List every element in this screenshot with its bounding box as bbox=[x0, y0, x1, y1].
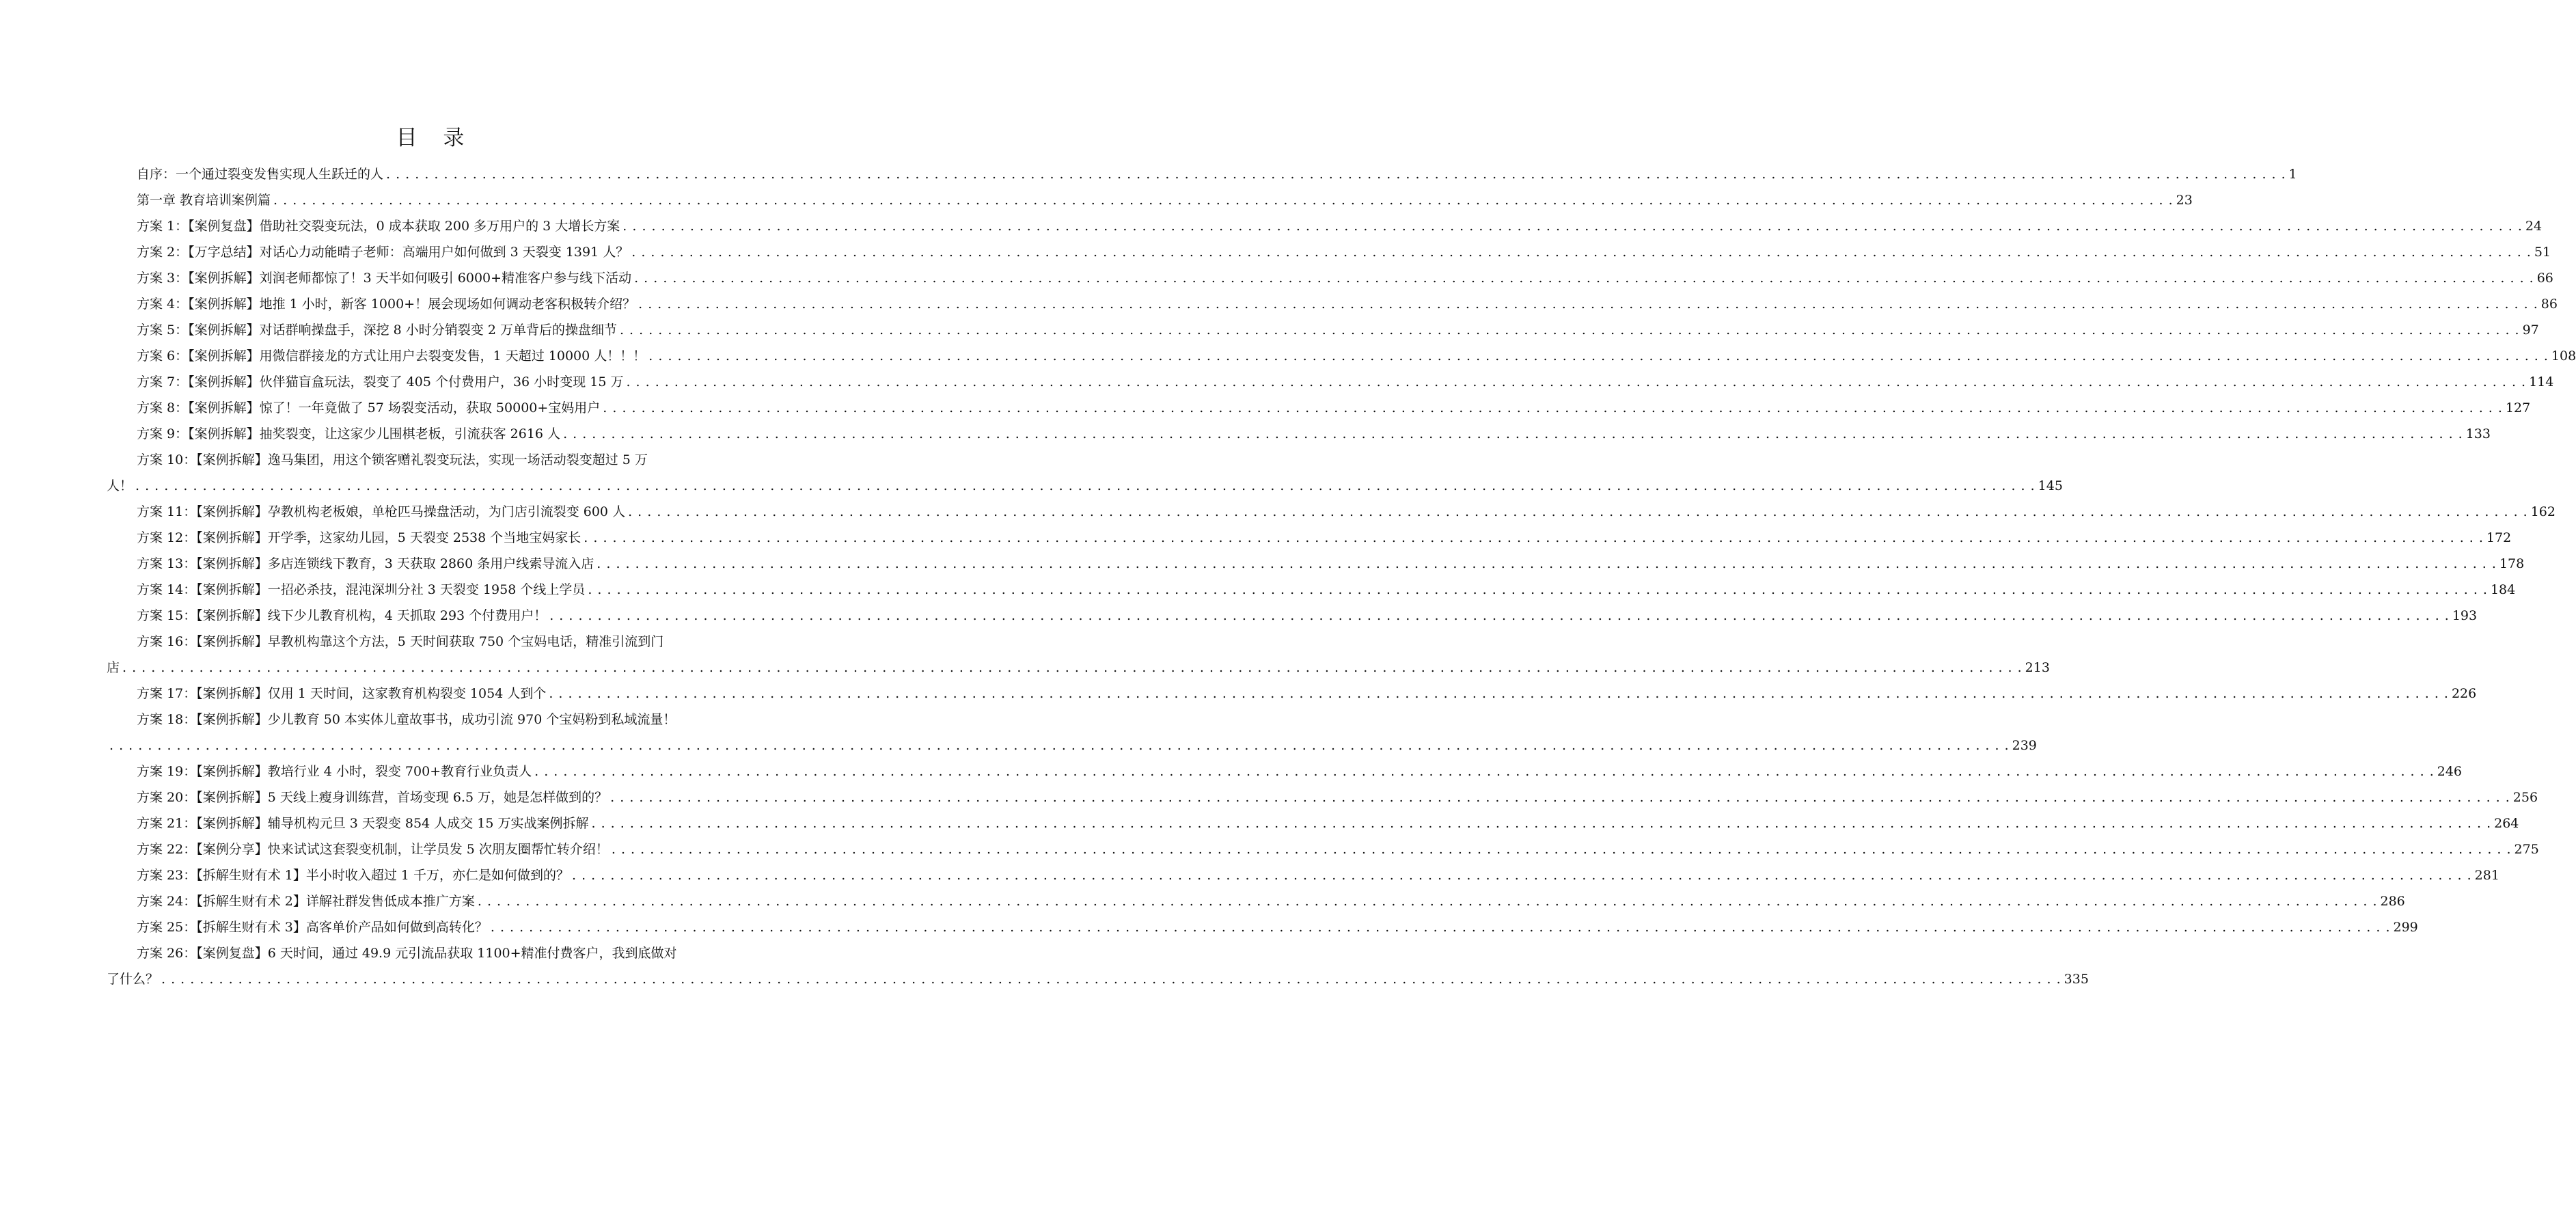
toc-entry[interactable] bbox=[137, 190, 2193, 210]
toc-entry-text: 方案 11：【案例拆解】孕教机构老板娘，单枪匹马操盘活动，为门店引流裂变 600 人 bbox=[137, 504, 626, 519]
dot-leader bbox=[478, 891, 2378, 912]
page-number: 66 bbox=[2536, 271, 2553, 286]
page-number: 1 bbox=[2288, 167, 2297, 182]
toc-entry-text: 第一章 教育培训案例篇 bbox=[137, 193, 271, 208]
toc-entry-continuation: 店 bbox=[107, 660, 120, 675]
page-number: 114 bbox=[2529, 374, 2554, 390]
dot-leader bbox=[612, 839, 2512, 860]
toc-entry[interactable] bbox=[137, 865, 2499, 886]
toc-entry[interactable] bbox=[107, 735, 2037, 756]
toc-entry-text: 方案 5：【案例拆解】对话群响操盘手，深挖 8 小时分销裂变 2 万单背后的操盘细节 bbox=[137, 323, 617, 338]
toc-entry[interactable] bbox=[137, 605, 2478, 626]
dot-leader bbox=[491, 917, 2391, 938]
dot-leader bbox=[648, 346, 2549, 366]
toc-entry[interactable] bbox=[137, 164, 2297, 184]
toc-entry[interactable] bbox=[137, 320, 2539, 340]
dot-leader bbox=[634, 268, 2534, 288]
page-number: 213 bbox=[2025, 660, 2050, 675]
toc-entry-text: 方案 14：【案例拆解】一招必杀技，混沌深圳分社 3 天裂变 1958 个线上学员 bbox=[137, 582, 586, 597]
toc-entry[interactable] bbox=[137, 346, 2576, 366]
toc-entry-text: 方案 1：【案例复盘】借助社交裂变玩法，0 成本获取 200 多万用户的 3 大增长方案 bbox=[137, 219, 620, 234]
toc-entry[interactable] bbox=[137, 398, 2531, 418]
toc-entry-text: 方案 23：【拆解生财有术 1】半小时收入超过 1 千万，亦仁是如何做到的？ bbox=[137, 868, 570, 883]
page-number: 86 bbox=[2540, 297, 2558, 312]
page-number: 193 bbox=[2452, 608, 2478, 623]
dot-leader bbox=[563, 424, 2463, 444]
dot-leader bbox=[109, 735, 2010, 756]
toc-entry-text: 方案 22：【案例分享】快来试试这套裂变机制，让学员发 5 次朋友圈帮忙转介绍！ bbox=[137, 842, 609, 857]
toc-entry[interactable] bbox=[137, 761, 2463, 782]
dot-leader bbox=[597, 554, 2497, 574]
toc-entry-text: 方案 9：【案例拆解】抽奖裂变，让这家少儿围棋老板，引流获客 2616 人 bbox=[137, 426, 561, 441]
toc-entry-text[interactable]: 方案 26：【案例复盘】6 天时间，通过 49.9 元引流品获取 1100+精准付费客户，我到底做对 bbox=[137, 946, 677, 961]
page-number: 133 bbox=[2465, 426, 2491, 441]
dot-leader bbox=[631, 242, 2532, 262]
page-number: 145 bbox=[2038, 478, 2063, 493]
page-title: 目 录 bbox=[396, 126, 474, 150]
toc-entry[interactable] bbox=[107, 476, 2063, 496]
page-number: 108 bbox=[2551, 348, 2576, 364]
page-number: 239 bbox=[2012, 738, 2037, 753]
page-number: 178 bbox=[2499, 556, 2525, 571]
dot-leader bbox=[549, 605, 2450, 626]
page-number: 162 bbox=[2530, 504, 2556, 519]
dot-leader bbox=[626, 372, 2526, 392]
dot-leader bbox=[628, 502, 2528, 522]
page-number: 246 bbox=[2437, 764, 2463, 779]
toc-entry-text[interactable]: 方案 10：【案例拆解】逸马集团，用这个锁客赠礼裂变玩法，实现一场活动裂变超过 5 万 bbox=[137, 452, 648, 467]
toc-entry[interactable] bbox=[137, 579, 2516, 600]
toc-entry[interactable] bbox=[107, 657, 2050, 678]
toc-entry[interactable] bbox=[137, 787, 2538, 808]
toc-entry-text: 方案 2：【万字总结】对话心力动能晴子老师：高端用户如何做到 3 天裂变 1391 人？ bbox=[137, 245, 629, 260]
toc-entry-text: 方案 19：【案例拆解】教培行业 4 小时，裂变 700+教育行业负责人 bbox=[137, 764, 532, 779]
toc-entry[interactable] bbox=[137, 813, 2519, 834]
page-number: 24 bbox=[2525, 219, 2543, 234]
page-number: 281 bbox=[2474, 868, 2499, 883]
page-number: 172 bbox=[2486, 530, 2512, 545]
toc-entry[interactable] bbox=[107, 969, 2089, 989]
page-number: 335 bbox=[2064, 972, 2089, 987]
toc-entry[interactable] bbox=[137, 917, 2418, 938]
toc-entry-text: 方案 12：【案例拆解】开学季，这家幼儿园，5 天裂变 2538 个当地宝妈家长 bbox=[137, 530, 581, 545]
dot-leader bbox=[620, 320, 2520, 340]
toc-entry-text: 方案 25：【拆解生财有术 3】高客单价产品如何做到高转化？ bbox=[137, 920, 488, 935]
toc-entry[interactable] bbox=[137, 839, 2539, 860]
page-number: 23 bbox=[2176, 193, 2193, 208]
page-number: 127 bbox=[2505, 400, 2531, 415]
page-number: 299 bbox=[2393, 920, 2418, 935]
dot-leader bbox=[622, 216, 2523, 236]
toc-entry-text: 方案 13：【案例拆解】多店连锁线下教育，3 天获取 2860 条用户线索导流入店 bbox=[137, 556, 594, 571]
toc-entry-text: 方案 21：【案例拆解】辅导机构元旦 3 天裂变 854 人成交 15 万实战案例拆解 bbox=[137, 816, 589, 831]
toc-entry[interactable] bbox=[137, 424, 2491, 444]
toc-entry-text[interactable]: 方案 18：【案例拆解】少儿教育 50 本实体儿童故事书，成功引流 970 个宝妈粉到私域流量！ bbox=[137, 712, 676, 727]
dot-leader bbox=[588, 579, 2488, 600]
dot-leader bbox=[135, 476, 2036, 496]
dot-leader bbox=[122, 657, 2023, 678]
toc-entry[interactable] bbox=[137, 528, 2512, 548]
dot-leader bbox=[386, 164, 2286, 184]
toc-entry-text: 自序：一个通过裂变发售实现人生跃迁的人 bbox=[137, 167, 384, 182]
toc-entry-text[interactable]: 方案 16：【案例拆解】早教机构靠这个方法，5 天时间获取 750 个宝妈电话，精准引流到门 bbox=[137, 634, 664, 649]
toc-entry-continuation: 人！ bbox=[107, 478, 133, 493]
dot-leader bbox=[572, 865, 2472, 886]
toc-entry[interactable] bbox=[137, 372, 2554, 392]
page-number: 226 bbox=[2451, 686, 2477, 701]
dot-leader bbox=[592, 813, 2492, 834]
dot-leader bbox=[161, 969, 2061, 989]
toc-entry-text: 方案 4：【案例拆解】地推 1 小时，新客 1000+！展会现场如何调动老客积极转介绍？ bbox=[137, 297, 636, 312]
toc-entry-text: 方案 20：【案例拆解】5 天线上瘦身训练营，首场变现 6.5 万，她是怎样做到的？ bbox=[137, 790, 608, 805]
page-number: 184 bbox=[2490, 582, 2516, 597]
page-number: 275 bbox=[2514, 842, 2539, 857]
page-number: 97 bbox=[2522, 323, 2539, 338]
toc-entry[interactable] bbox=[137, 891, 2405, 912]
dot-leader bbox=[549, 683, 2449, 704]
page-number: 51 bbox=[2534, 245, 2551, 260]
toc-entry[interactable] bbox=[137, 294, 2558, 314]
page-number: 256 bbox=[2512, 790, 2538, 805]
toc-entry[interactable] bbox=[137, 683, 2477, 704]
dot-leader bbox=[638, 294, 2538, 314]
toc-entry[interactable] bbox=[137, 268, 2553, 288]
toc-entry-text: 方案 24：【拆解生财有术 2】详解社群发售低成本推广方案 bbox=[137, 894, 475, 909]
toc-entry-continuation: 了什么？ bbox=[107, 972, 159, 987]
dot-leader bbox=[610, 787, 2510, 808]
toc-entry[interactable] bbox=[137, 242, 2551, 262]
toc-entry-text: 方案 3：【案例拆解】刘润老师都惊了！3 天半如何吸引 6000+精准客户参与线下活动 bbox=[137, 271, 632, 286]
toc-entry-text: 方案 15：【案例拆解】线下少儿教育机构，4 天抓取 293 个付费用户！ bbox=[137, 608, 547, 623]
page-number: 286 bbox=[2380, 894, 2405, 909]
page-number: 264 bbox=[2494, 816, 2519, 831]
toc-entry-text: 方案 17：【案例拆解】仅用 1 天时间，这家教育机构裂变 1054 人到个 bbox=[137, 686, 547, 701]
dot-leader bbox=[273, 190, 2174, 210]
toc-entry-text: 方案 7：【案例拆解】伙伴猫盲盒玩法，裂变了 405 个付费用户，36 小时变现 15 万 bbox=[137, 374, 624, 390]
toc-entry[interactable] bbox=[137, 554, 2525, 574]
dot-leader bbox=[534, 761, 2435, 782]
dot-leader bbox=[584, 528, 2484, 548]
toc-entry[interactable] bbox=[137, 502, 2556, 522]
dot-leader bbox=[603, 398, 2503, 418]
toc-entry-text: 方案 6：【案例拆解】用微信群接龙的方式让用户去裂变发售，1 天超过 10000 人！！！ bbox=[137, 348, 646, 364]
toc-entry[interactable] bbox=[137, 216, 2543, 236]
toc-entry-text: 方案 8：【案例拆解】惊了！一年竟做了 57 场裂变活动，获取 50000+宝妈用户 bbox=[137, 400, 601, 415]
